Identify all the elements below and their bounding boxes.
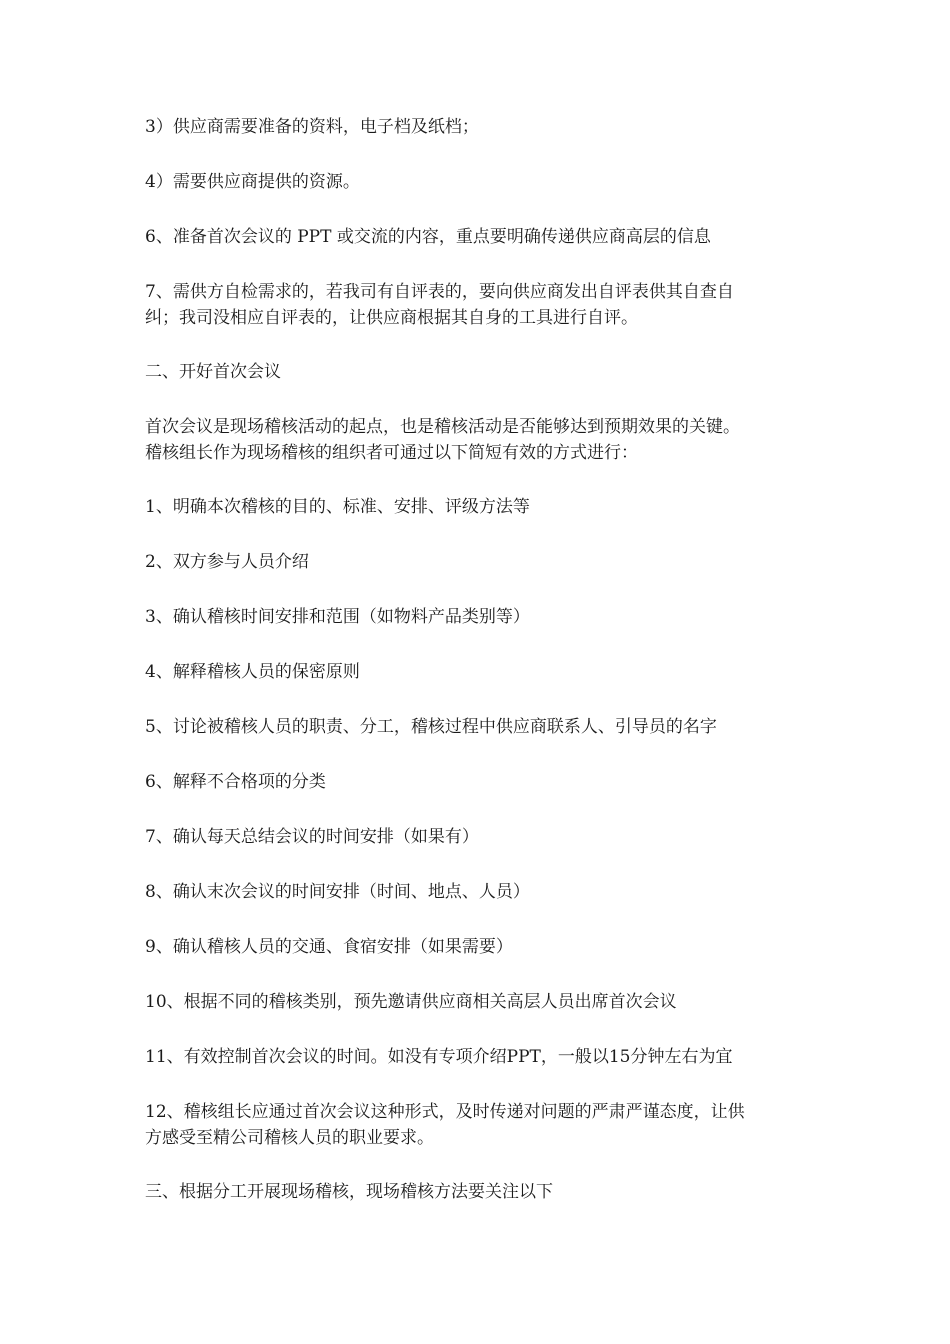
heading-text: 二、开好首次会议 (145, 362, 281, 382)
text-line: 6、准备首次会议的 PPT 或交流的内容，重点要明确传递供应商高层的信息 (145, 227, 711, 247)
paragraph-supplier-resources (145, 169, 815, 195)
text-line: 10、根据不同的稽核类别，预先邀请供应商相关高层人员出席首次会议 (145, 992, 677, 1012)
text-line: 6、解释不合格项的分类 (145, 772, 326, 792)
paragraph-self-assessment (145, 279, 815, 331)
text-line: 纠；我司没相应自评表的，让供应商根据其自身的工具进行自评。 (145, 308, 638, 328)
text-line: 1、明确本次稽核的目的、标准、安排、评级方法等 (145, 497, 530, 517)
text-line: 7、确认每天总结会议的时间安排（如果有） (145, 827, 479, 847)
list-item-3 (145, 604, 815, 630)
paragraph-prepare-ppt (145, 224, 815, 250)
list-item-11 (145, 1044, 815, 1070)
text-line: 3、确认稽核时间安排和范围（如物料产品类别等） (145, 607, 530, 627)
list-item-8 (145, 879, 815, 905)
heading-text: 三、根据分工开展现场稽核，现场稽核方法要关注以下 (145, 1182, 553, 1202)
text-line: 首次会议是现场稽核活动的起点，也是稽核活动是否能够达到预期效果的关键。 (145, 417, 740, 437)
text-line: 稽核组长作为现场稽核的组织者可通过以下简短有效的方式进行： (145, 443, 638, 463)
list-item-1 (145, 494, 815, 520)
list-item-7 (145, 824, 815, 850)
text-line: 5、讨论被稽核人员的职责、分工，稽核过程中供应商联系人、引导员的名字 (145, 717, 717, 737)
list-item-4 (145, 659, 815, 685)
text-line: 7、需供方自检需求的，若我司有自评表的，要向供应商发出自评表供其自查自 (145, 282, 734, 302)
section-heading-onsite-audit (145, 1179, 815, 1205)
text-line: 9、确认稽核人员的交通、食宿安排（如果需要） (145, 937, 513, 957)
list-item-12 (145, 1099, 815, 1151)
text-line: 2、双方参与人员介绍 (145, 552, 309, 572)
list-item-9 (145, 934, 815, 960)
text-line: 11、有效控制首次会议的时间。如没有专项介绍PPT，一般以15分钟左右为宜 (145, 1047, 733, 1067)
paragraph-opening-meeting-intro (145, 414, 815, 466)
text-line: 12、稽核组长应通过首次会议这种形式，及时传递对问题的严肃严谨态度，让供 (145, 1102, 745, 1122)
text-line: 4、解释稽核人员的保密原则 (145, 662, 360, 682)
list-item-2 (145, 549, 815, 575)
list-item-10 (145, 989, 815, 1015)
text-line: 3）供应商需要准备的资料，电子档及纸档； (145, 117, 479, 137)
text-line: 4）需要供应商提供的资源。 (145, 172, 360, 192)
section-heading-opening-meeting (145, 359, 815, 385)
text-line: 8、确认末次会议的时间安排（时间、地点、人员） (145, 882, 530, 902)
paragraph-supplier-materials (145, 114, 815, 140)
text-line: 方感受至精公司稽核人员的职业要求。 (145, 1128, 434, 1148)
list-item-6 (145, 769, 815, 795)
list-item-5 (145, 714, 815, 740)
